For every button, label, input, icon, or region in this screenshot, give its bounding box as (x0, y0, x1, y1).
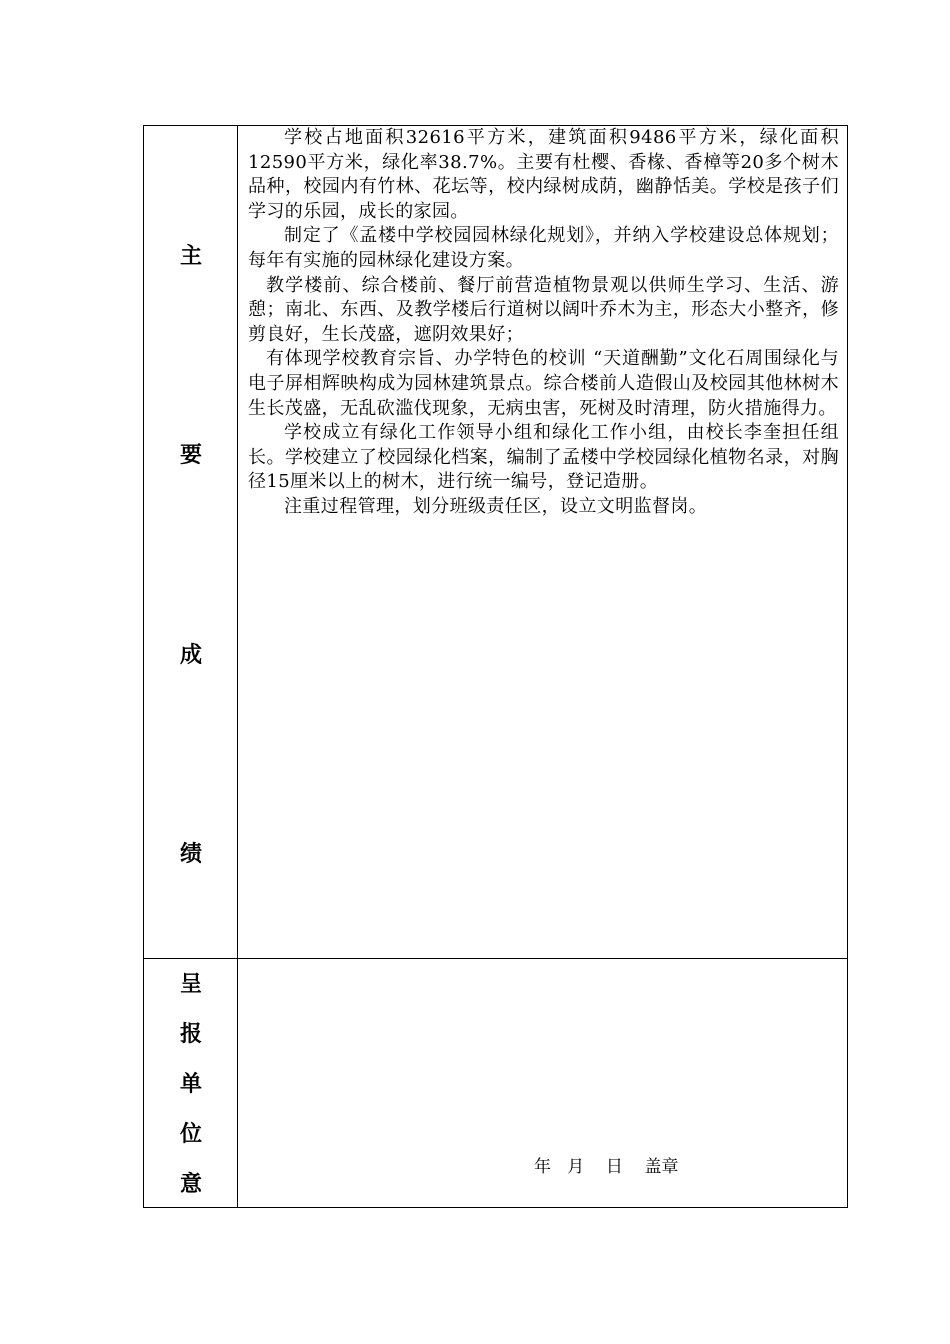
label-char: 位 (179, 1121, 202, 1147)
achievement-paragraph: 学校成立有绿化工作领导小组和绿化工作小组，由校长李奎担任组长。学校建立了校园绿化档案，编制了孟楼中学校园绿化植物名录，对胸径15厘米以上的树木，进行统一编号，登记造册。 (248, 422, 839, 493)
main-achievements-row (144, 126, 848, 959)
date-stamp-line: 年 月 日 盖章 (534, 1156, 679, 1177)
label-char: 主 (179, 244, 202, 269)
award-form-table (143, 125, 848, 1208)
main-achievements-label (144, 126, 238, 959)
achievement-paragraph: 制定了《孟楼中学校园园林绿化规划》，并纳入学校建设总体规划；每年有实施的园林绿化建设方案。 (248, 225, 839, 271)
submitting-unit-label (144, 958, 238, 1207)
label-char: 单 (179, 1071, 202, 1097)
label-char: 呈 (179, 971, 202, 997)
label-char: 意 (179, 1171, 202, 1197)
achievement-paragraph: 学校占地面积32616平方米，建筑面积9486平方米，绿化面积12590平方米，绿化率38.7%。主要有杜樱、香椽、香樟等20多个树木品种，校园内有竹林、花坛等，校内绿树成荫，幽静恬美。学校是孩子们学习的乐园，成长的家园。 (248, 127, 839, 222)
submitting-unit-row (144, 958, 848, 1207)
achievement-paragraph: 有体现学校教育宗旨、办学特色的校训 “天道酬勤”文化石周围绿化与电子屏相辉映构成为园林建筑景点。综合楼前人造假山及校园其他林树木生长茂盛，无乱砍滥伐现象，无病虫害，死树及时清理，防火措施得力。 (248, 348, 839, 419)
main-achievements-content (238, 126, 848, 959)
achievement-paragraph: 注重过程管理，划分班级责任区，设立文明监督岗。 (284, 495, 708, 517)
label-char: 报 (179, 1021, 202, 1047)
submitting-unit-opinion-field[interactable] (238, 958, 848, 1207)
label-char: 绩 (179, 842, 202, 867)
label-char: 成 (179, 643, 202, 668)
achievement-paragraph: 教学楼前、综合楼前、餐厅前营造植物景观以供师生学习、生活、游憩；南北、东西、及教学楼后行道树以阔叶乔木为主，形态大小整齐，修剪良好，生长茂盛，遮阴效果好； (248, 274, 839, 345)
label-char: 要 (179, 443, 202, 468)
